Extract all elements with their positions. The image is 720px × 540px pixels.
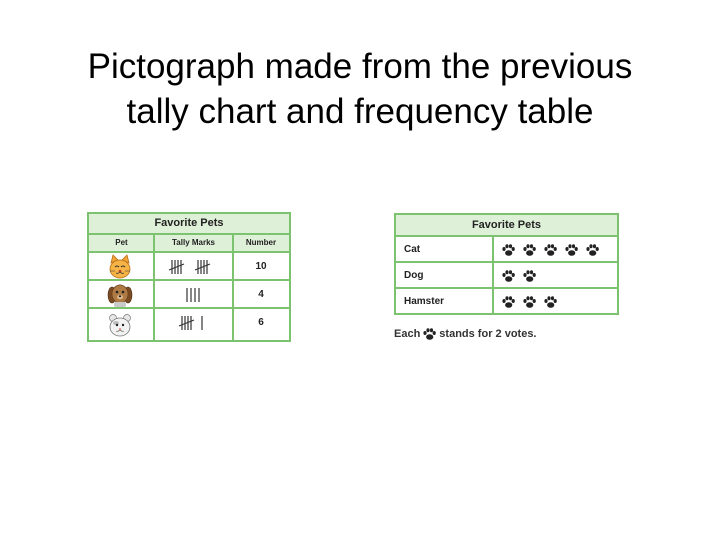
row-label-cat: Cat bbox=[404, 244, 421, 255]
header-number: Number bbox=[245, 238, 277, 247]
table-row bbox=[396, 237, 617, 263]
paw-print-icon bbox=[544, 296, 557, 308]
paw-print-icon bbox=[423, 328, 436, 340]
number-cat: 10 bbox=[255, 261, 267, 272]
paw-print-icon bbox=[544, 244, 557, 256]
paw-print-icon bbox=[523, 270, 536, 282]
paws-dog bbox=[502, 270, 536, 282]
tally-table-title: Favorite Pets bbox=[89, 214, 289, 235]
tally-marks-icon bbox=[178, 314, 210, 332]
paw-print-icon bbox=[565, 244, 578, 256]
title-line-1: Pictograph made from the previous bbox=[87, 47, 633, 86]
paw-print-icon bbox=[502, 296, 515, 308]
title-line-2: tally chart and frequency table bbox=[126, 92, 594, 131]
tally-marks-icon bbox=[168, 258, 220, 276]
paw-print-icon bbox=[523, 296, 536, 308]
table-row bbox=[396, 289, 617, 315]
header-pet: Pet bbox=[115, 238, 128, 247]
tally-marks-icon bbox=[183, 286, 205, 304]
table-row bbox=[396, 263, 617, 289]
cat-icon bbox=[107, 254, 133, 280]
tally-marks-cat bbox=[154, 253, 233, 281]
number-hamster: 6 bbox=[258, 317, 264, 328]
tally-chart-table bbox=[87, 212, 291, 342]
pictograph-table bbox=[394, 213, 619, 315]
paw-print-icon bbox=[502, 270, 515, 282]
pictograph-title: Favorite Pets bbox=[396, 215, 617, 237]
key-prefix: Each bbox=[394, 328, 421, 340]
number-dog: 4 bbox=[258, 289, 264, 300]
tally-marks-hamster bbox=[154, 309, 233, 337]
paw-print-icon bbox=[523, 244, 536, 256]
key-suffix: stands for 2 votes. bbox=[439, 328, 537, 340]
table-row bbox=[89, 309, 289, 340]
table-row bbox=[89, 253, 289, 281]
paw-print-icon bbox=[502, 244, 515, 256]
header-tally-marks: Tally Marks bbox=[172, 238, 215, 247]
row-label-dog: Dog bbox=[404, 270, 424, 281]
paws-cat bbox=[502, 244, 599, 256]
paw-print-icon bbox=[586, 244, 599, 256]
dog-icon bbox=[107, 282, 133, 308]
pictograph-key bbox=[394, 326, 537, 342]
row-label-hamster: Hamster bbox=[404, 296, 445, 307]
slide-title bbox=[0, 44, 720, 134]
tally-table-header-row bbox=[89, 235, 289, 253]
hamster-icon bbox=[107, 312, 133, 338]
tally-marks-dog bbox=[154, 281, 233, 309]
table-row bbox=[89, 281, 289, 309]
paws-hamster bbox=[502, 296, 557, 308]
